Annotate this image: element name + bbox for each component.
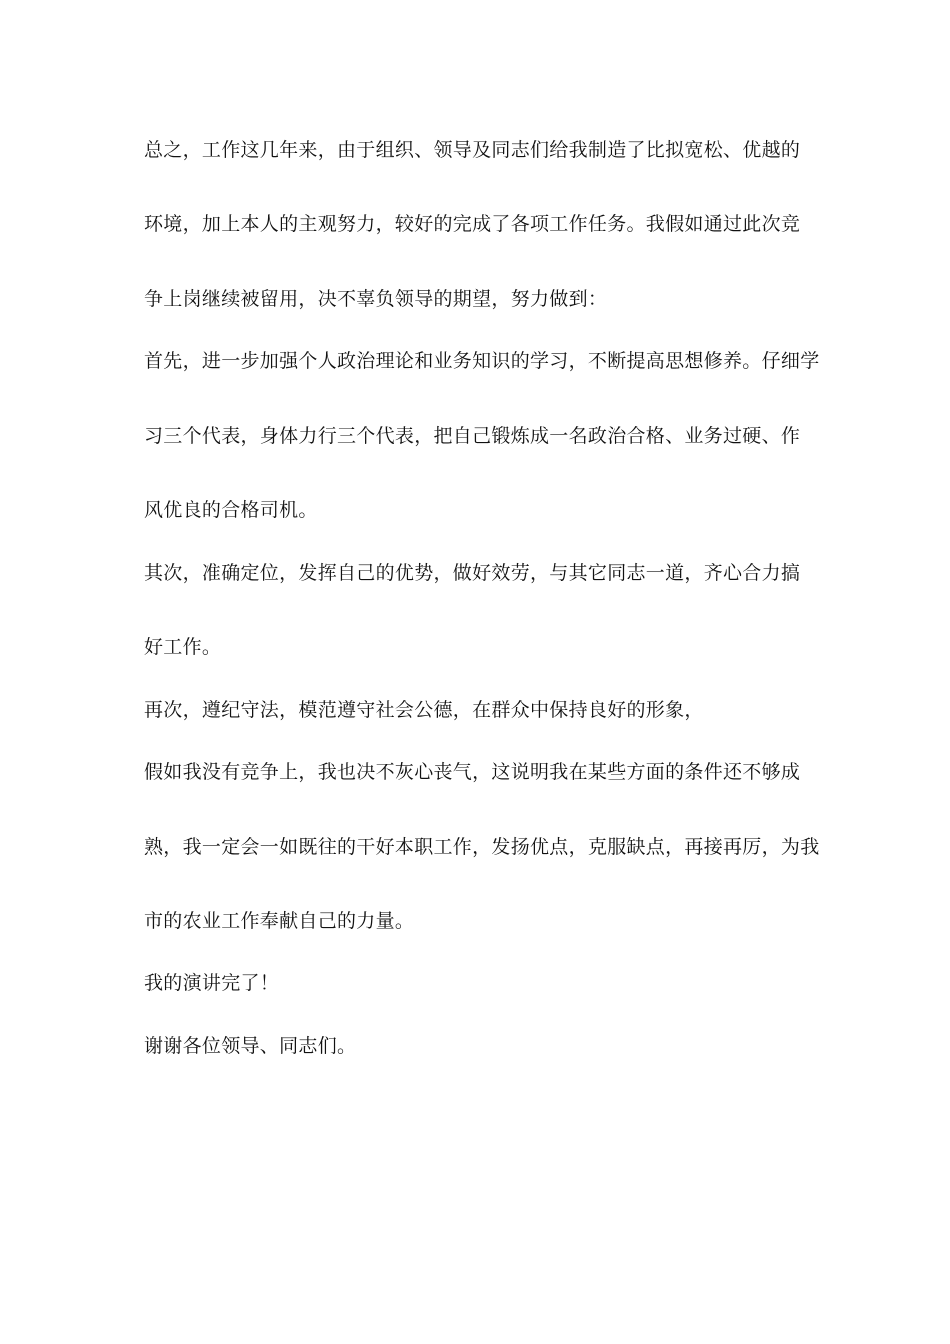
- paragraph-line: 谢谢各位领导、同志们。: [144, 1035, 357, 1057]
- paragraph-line: 熟，我一定会一如既往的干好本职工作，发扬优点，克服缺点，再接再厉，为我: [144, 836, 820, 858]
- paragraph-line: 我的演讲完了！: [144, 972, 280, 994]
- paragraph-line: 假如我没有竞争上，我也决不灰心丧气，这说明我在某些方面的条件还不够成: [144, 761, 801, 783]
- paragraph-line: 环境，加上本人的主观努力，较好的完成了各项工作任务。我假如通过此次竞: [144, 213, 801, 235]
- paragraph-line: 好工作。: [144, 636, 222, 658]
- paragraph-line: 再次，遵纪守法，模范遵守社会公德，在群众中保持良好的形象，: [144, 699, 704, 721]
- paragraph-line: 其次，准确定位，发挥自己的优势，做好效劳，与其它同志一道，齐心合力搞: [144, 562, 801, 584]
- paragraph-line: 风优良的合格司机。: [144, 499, 318, 521]
- paragraph-line: 总之，工作这几年来，由于组织、领导及同志们给我制造了比拟宽松、优越的: [144, 139, 801, 161]
- paragraph-line: 习三个代表，身体力行三个代表，把自己锻炼成一名政治合格、业务过硬、作: [144, 425, 801, 447]
- paragraph-line: 争上岗继续被留用，决不辜负领导的期望，努力做到：: [144, 288, 608, 310]
- paragraph-line: 市的农业工作奉献自己的力量。: [144, 910, 415, 932]
- paragraph-line: 首先，进一步加强个人政治理论和业务知识的学习，不断提高思想修养。仔细学: [144, 350, 820, 372]
